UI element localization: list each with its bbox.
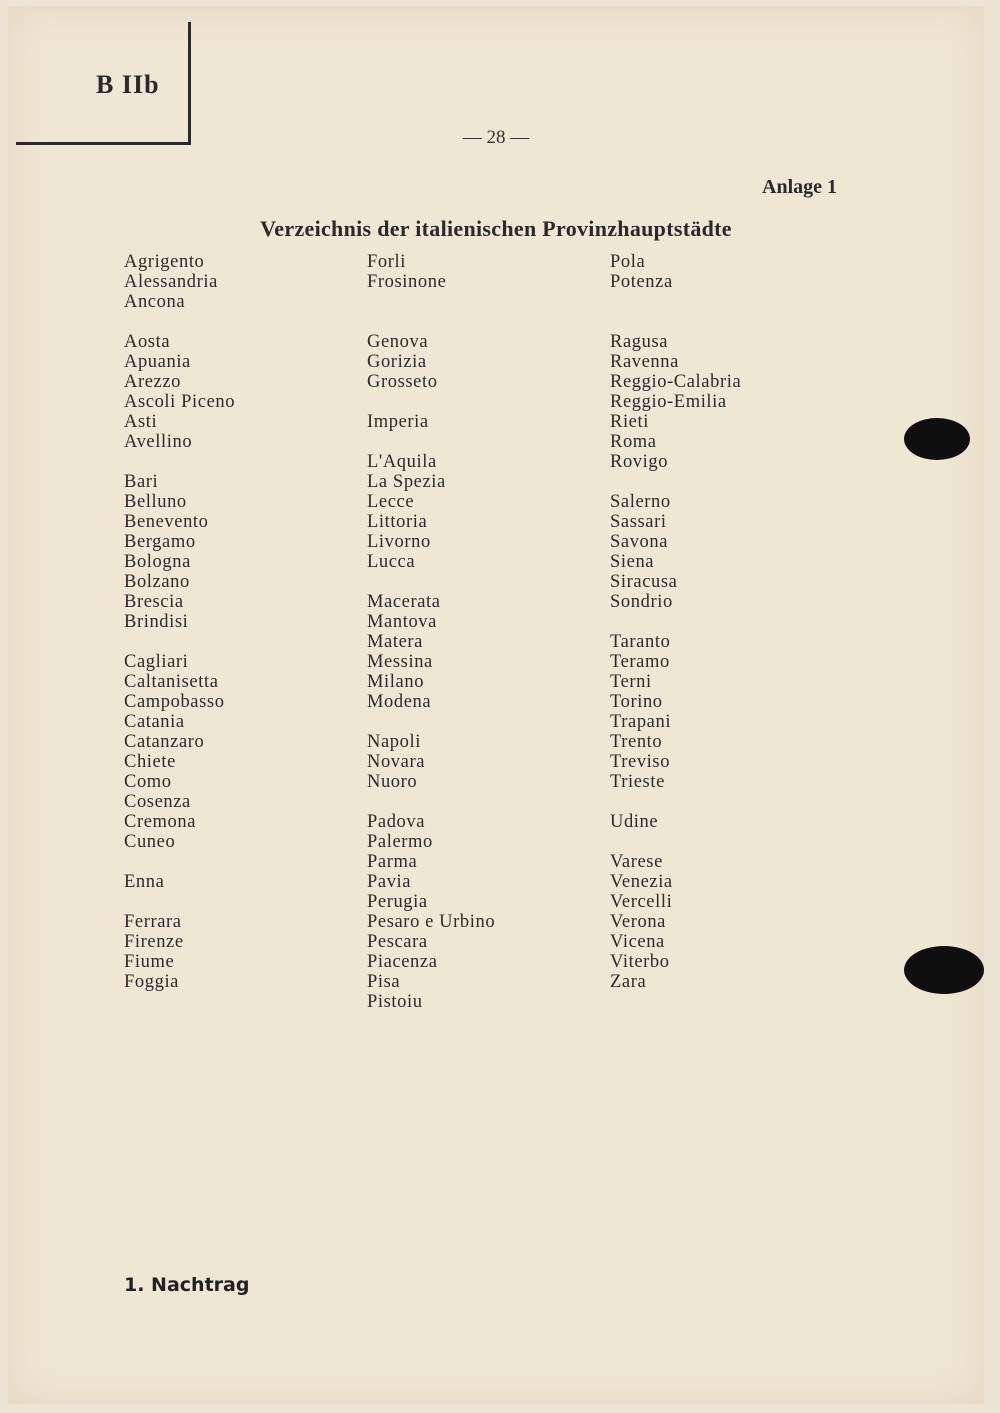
city-entry: Savona (610, 532, 669, 552)
city-entry: Cagliari (124, 652, 189, 672)
city-entry: Frosinone (367, 272, 447, 292)
city-entry: Agrigento (124, 252, 205, 272)
city-entry: Fiume (124, 952, 175, 972)
city-entry: Chiete (124, 752, 176, 772)
city-entry: Catanzaro (124, 732, 205, 752)
city-entry: Avellino (124, 432, 193, 452)
city-entry: Macerata (367, 592, 441, 612)
city-entry: Catania (124, 712, 185, 732)
city-entry: Cuneo (124, 832, 176, 852)
city-entry: Zara (610, 972, 647, 992)
city-entry: La Spezia (367, 472, 446, 492)
city-entry: Forli (367, 252, 406, 272)
city-column-2 (367, 252, 495, 1012)
column-gap (124, 852, 235, 872)
city-entry: Ancona (124, 292, 186, 312)
city-entry: Milano (367, 672, 425, 692)
supplement-label: 1. Nachtrag (124, 1274, 250, 1296)
city-entry: Modena (367, 692, 432, 712)
city-entry: Terni (610, 672, 652, 692)
city-entry: Bologna (124, 552, 191, 572)
column-gap (367, 572, 495, 592)
column-gap (367, 312, 495, 332)
city-column-1 (124, 252, 235, 992)
section-tag: B IIb (96, 70, 160, 99)
column-gap (367, 292, 495, 312)
city-entry: Reggio-Emilia (610, 392, 727, 412)
city-entry: Livorno (367, 532, 431, 552)
column-gap (367, 432, 495, 452)
punch-hole-top (904, 418, 970, 460)
city-entry: Bari (124, 472, 159, 492)
city-entry: Teramo (610, 652, 670, 672)
column-gap (610, 612, 741, 632)
city-entry: Belluno (124, 492, 187, 512)
city-entry: Ascoli Piceno (124, 392, 236, 412)
city-entry: Ravenna (610, 352, 679, 372)
punch-hole-bottom (904, 946, 984, 994)
column-gap (367, 712, 495, 732)
city-entry: Piacenza (367, 952, 438, 972)
city-entry: Asti (124, 412, 158, 432)
city-entry: Bergamo (124, 532, 196, 552)
city-entry: Messina (367, 652, 433, 672)
city-entry: Pesaro e Urbino (367, 912, 496, 932)
city-entry: Torino (610, 692, 663, 712)
city-entry: Caltanisetta (124, 672, 219, 692)
city-entry: Varese (610, 852, 663, 872)
column-gap (124, 312, 235, 332)
city-entry: Sondrio (610, 592, 673, 612)
city-entry: Vercelli (610, 892, 673, 912)
column-gap (610, 792, 741, 812)
city-entry: Siracusa (610, 572, 678, 592)
city-entry: Trapani (610, 712, 672, 732)
city-column-3 (610, 252, 741, 992)
city-entry: Rieti (610, 412, 649, 432)
city-entry: Pescara (367, 932, 428, 952)
city-entry: Cremona (124, 812, 197, 832)
page-number: — 28 — (462, 127, 530, 148)
city-entry: Lucca (367, 552, 416, 572)
city-entry: Venezia (610, 872, 673, 892)
city-entry: Trieste (610, 772, 665, 792)
city-entry: Mantova (367, 612, 437, 632)
city-entry: Apuania (124, 352, 191, 372)
city-entry: Benevento (124, 512, 209, 532)
page-title: Verzeichnis der italienischen Provinzhauptstädte (260, 216, 732, 241)
city-entry: Aosta (124, 332, 171, 352)
column-gap (610, 312, 741, 332)
city-entry: Ferrara (124, 912, 182, 932)
city-entry: Potenza (610, 272, 673, 292)
column-gap (124, 452, 235, 472)
city-entry: Genova (367, 332, 429, 352)
city-entry: Ragusa (610, 332, 669, 352)
city-entry: Pavia (367, 872, 412, 892)
city-entry: Viterbo (610, 952, 670, 972)
city-entry: Enna (124, 872, 165, 892)
city-entry: Pola (610, 252, 646, 272)
city-entry: Napoli (367, 732, 421, 752)
column-gap (124, 632, 235, 652)
city-entry: Taranto (610, 632, 671, 652)
column-gap (124, 892, 235, 912)
city-entry: Cosenza (124, 792, 191, 812)
column-gap (367, 392, 495, 412)
city-entry: Como (124, 772, 172, 792)
city-entry: Perugia (367, 892, 428, 912)
city-entry: Roma (610, 432, 657, 452)
city-entry: Siena (610, 552, 655, 572)
city-entry: Bolzano (124, 572, 190, 592)
city-entry: Imperia (367, 412, 429, 432)
city-entry: Pistoiu (367, 992, 423, 1012)
city-entry: Sassari (610, 512, 667, 532)
city-entry: Campobasso (124, 692, 225, 712)
city-entry: Alessandria (124, 272, 218, 292)
column-gap (610, 832, 741, 852)
city-entry: Brindisi (124, 612, 189, 632)
city-entry: Padova (367, 812, 426, 832)
document-page (8, 6, 984, 1404)
city-entry: Rovigo (610, 452, 669, 472)
column-gap (610, 472, 741, 492)
city-entry: Udine (610, 812, 659, 832)
city-entry: Matera (367, 632, 423, 652)
column-gap (610, 292, 741, 312)
city-entry: Littoria (367, 512, 428, 532)
city-entry: Parma (367, 852, 418, 872)
city-entry: Brescia (124, 592, 184, 612)
city-entry: Gorizia (367, 352, 427, 372)
city-entry: Reggio-Calabria (610, 372, 742, 392)
city-entry: Palermo (367, 832, 433, 852)
city-entry: Arezzo (124, 372, 182, 392)
city-entry: L'Aquila (367, 452, 437, 472)
city-entry: Verona (610, 912, 666, 932)
city-entry: Novara (367, 752, 426, 772)
city-entry: Nuoro (367, 772, 418, 792)
annex-label: Anlage 1 (762, 176, 837, 198)
city-entry: Lecce (367, 492, 415, 512)
city-entry: Foggia (124, 972, 179, 992)
city-entry: Firenze (124, 932, 184, 952)
city-entry: Treviso (610, 752, 671, 772)
column-gap (367, 792, 495, 812)
city-entry: Grosseto (367, 372, 438, 392)
city-entry: Salerno (610, 492, 671, 512)
city-entry: Pisa (367, 972, 401, 992)
city-entry: Vicena (610, 932, 665, 952)
city-entry: Trento (610, 732, 663, 752)
